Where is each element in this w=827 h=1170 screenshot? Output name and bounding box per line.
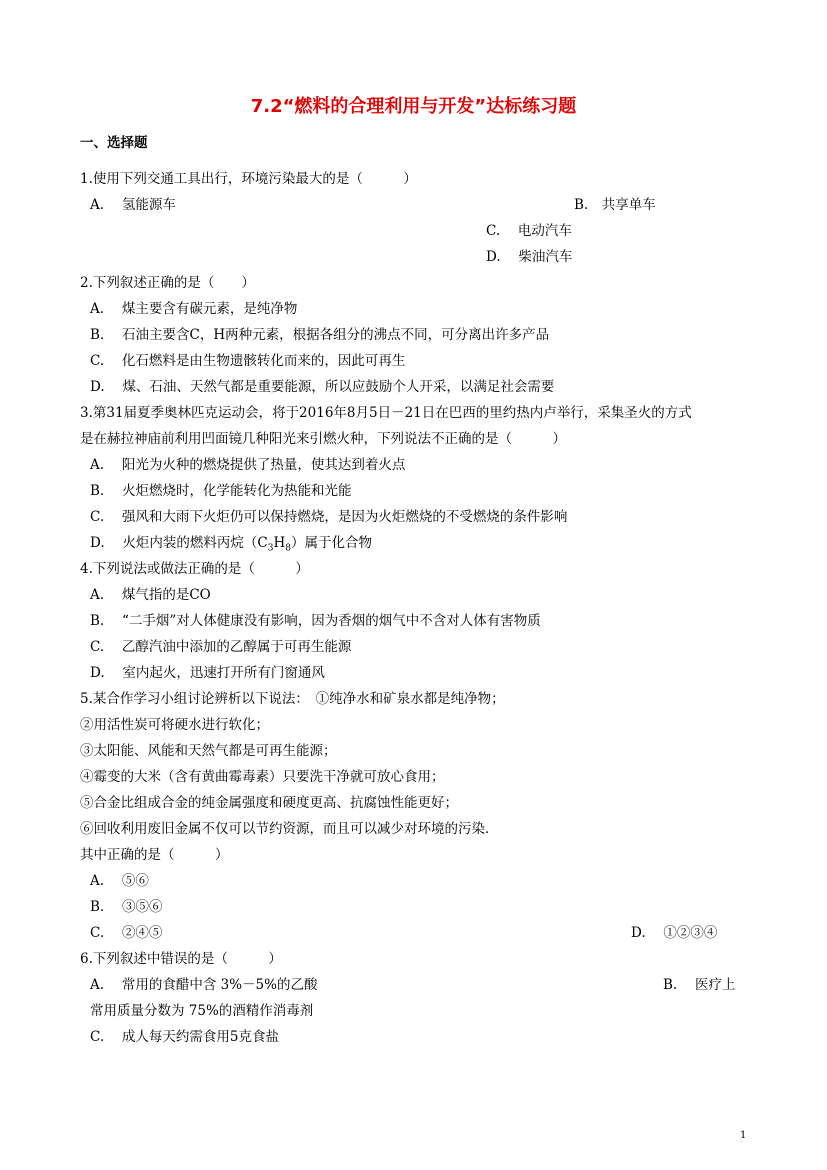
q6-stem: 6.下列叙述中错误的是（ ） [80, 951, 282, 967]
q6-option-b-continued: 常用质量分数为 75%的酒精作消毒剂 [90, 1003, 314, 1019]
q3-option-d: D. 火炬内装的燃料丙烷$(C_3H_8)$属于化合物 [90, 535, 373, 554]
q1-option-b: B. 共享单车 [574, 197, 656, 213]
section-heading: 一、选择题 [80, 135, 148, 151]
q4-option-b: B. “二手烟”对人体健康没有影响，因为香烟的烟气中不含对人体有害物质 [90, 613, 541, 629]
q2-stem: 2.下列叙述正确的是（ ） [80, 275, 255, 291]
q5-statement-4: ④霉变的大米（含有黄曲霉毒素）只要洗干净就可放心食用； [80, 769, 445, 785]
q1-option-a: A. 氢能源车 [90, 197, 176, 213]
q1-option-c: C. 电动汽车 [486, 223, 572, 239]
q1-option-d: D. 柴油汽车 [486, 249, 573, 265]
q5-statement-5: ⑤合金比组成合金的纯金属强度和硬度更高、抗腐蚀性能更好； [80, 795, 458, 811]
q5-stem: 5.某合作学习小组讨论辨析以下说法： ①纯净水和矿泉水都是纯净物； [80, 691, 505, 707]
q5-statement-6: ⑥回收利用废旧金属不仅可以节约资源，而且可以减少对环境的污染． [80, 821, 499, 837]
q5-option-d: D. ①②③④ [631, 925, 718, 941]
q4-stem: 4.下列说法或做法正确的是（ ） [80, 561, 309, 577]
q2-option-a: A. 煤主要含有碳元素，是纯净物 [90, 301, 298, 317]
q5-option-a: A. ⑤⑥ [90, 873, 149, 889]
q6-option-b: B. 医疗上 [663, 977, 736, 993]
q1-stem: 1.使用下列交通工具出行，环境污染最大的是（ ） [80, 171, 417, 187]
q3-option-a: A. 阳光为火种的燃烧提供了热量，使其达到着火点 [90, 457, 406, 473]
q5-question: 其中正确的是（ ） [80, 847, 229, 863]
q6-option-c: C. 成人每天约需食用5克食盐 [90, 1029, 280, 1045]
page-number: 1 [740, 1130, 747, 1141]
q2-option-c: C. 化石燃料是由生物遗骸转化而来的，因此可再生 [90, 353, 406, 369]
q4-option-c: C. 乙醇汽油中添加的乙醇属于可再生能源 [90, 639, 352, 655]
q5-statement-2: ②用活性炭可将硬水进行软化； [80, 717, 269, 733]
q5-option-c: C. ②④⑤ [90, 925, 163, 941]
q5-statement-3: ③太阳能、风能和天然气都是可再生能源； [80, 743, 337, 759]
q4-option-a: A. 煤气指的是CO [90, 587, 211, 603]
q3-stem-line1: 3.第31届夏季奥林匹克运动会，将于2016年8月5日－21日在巴西的里约热内卢举行，采集圣火的方式 [80, 405, 692, 421]
q3-option-c: C. 强风和大雨下火炬仍可以保持燃烧，是因为火炬燃烧的不受燃烧的条件影响 [90, 509, 568, 525]
q5-option-b: B. ③⑤⑥ [90, 899, 163, 915]
q2-option-d: D. 煤、石油、天然气都是重要能源，所以应鼓励个人开采，以满足社会需要 [90, 379, 555, 395]
q6-option-a: A. 常用的食醋中含 3%－5%的乙酸 [90, 977, 318, 993]
q2-option-b: B. 石油主要含C，H两种元素，根据各组分的沸点不同，可分离出许多产品 [90, 327, 550, 343]
page-title: 7.2“燃料的合理利用与开发”达标练习题 [250, 96, 577, 117]
q3-option-b: B. 火炬燃烧时，化学能转化为热能和光能 [90, 483, 352, 499]
q3-stem-line2: 是在赫拉神庙前利用凹面镜几种阳光来引燃火种，下列说法不正确的是（ ） [80, 431, 566, 447]
q4-option-d: D. 室内起火，迅速打开所有门窗通风 [90, 665, 325, 681]
